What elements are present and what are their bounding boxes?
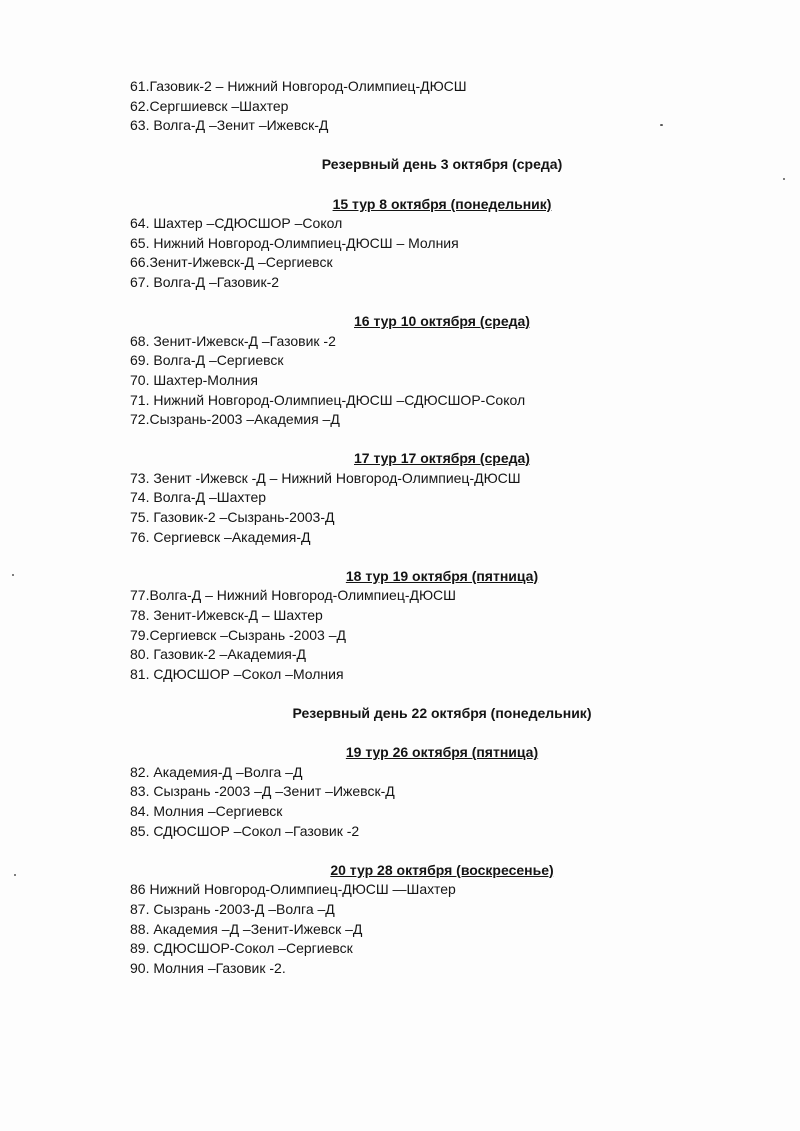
match-item: 84. Молния –Сергиевск [130, 802, 283, 819]
match-item: 75. Газовик-2 –Сызрань-2003-Д [130, 509, 335, 526]
match-item: 65. Нижний Новгород-Олимпиец-ДЮСШ – Молния [130, 234, 459, 251]
round-heading [130, 861, 754, 881]
reserve-day-heading [130, 704, 754, 724]
spacer [130, 430, 770, 450]
schedule-content [130, 77, 770, 978]
match-item: 81. СДЮСШОР –Сокол –Молния [130, 665, 344, 682]
heading-text: 16 тур 10 октября (среда) [354, 313, 530, 330]
spacer [130, 841, 770, 861]
match-item: 87. Сызрань -2003-Д –Волга –Д [130, 900, 335, 917]
match-item: 73. Зенит -Ижевск -Д – Нижний Новгород-Олимпиец-ДЮСШ [130, 469, 521, 486]
round-heading [130, 312, 754, 332]
round-heading [130, 195, 754, 215]
heading-text: 17 тур 17 октября (среда) [354, 450, 530, 467]
match-item: 74. Волга-Д –Шахтер [130, 489, 267, 506]
spacer [130, 293, 770, 313]
heading-text: 20 тур 28 октября (воскресенье) [330, 861, 554, 878]
round-heading [130, 449, 754, 469]
match-item: 68. Зенит-Ижевск-Д –Газовик -2 [130, 332, 336, 349]
match-item: 62.Сергшиевск –Шахтер [130, 97, 289, 114]
match-item: 71. Нижний Новгород-Олимпиец-ДЮСШ –СДЮСШОР-Сокол [130, 391, 526, 408]
match-item: 88. Академия –Д –Зенит-Ижевск –Д [130, 920, 363, 937]
match-item: 76. Сергиевск –Академия-Д [130, 528, 311, 545]
match-item: 61.Газовик-2 – Нижний Новгород-Олимпиец-ДЮСШ [130, 78, 467, 94]
match-item: 78. Зенит-Ижевск-Д – Шахтер [130, 607, 323, 624]
match-item: 85. СДЮСШОР –Сокол –Газовик -2 [130, 822, 360, 839]
match-item: 89. СДЮСШОР-Сокол –Сергиевск [130, 940, 353, 957]
heading-text: 18 тур 19 октября (пятница) [345, 567, 539, 584]
match-item: 67. Волга-Д –Газовик-2 [130, 273, 280, 290]
match-item: 63. Волга-Д –Зенит –Ижевск-Д [130, 117, 329, 134]
match-item: 64. Шахтер –СДЮСШОР –Сокол [130, 215, 343, 232]
match-item: 66.Зенит-Ижевск-Д –Сергиевск [130, 254, 333, 271]
round-heading [130, 567, 754, 587]
match-item: 72.Сызрань-2003 –Академия –Д [130, 411, 340, 428]
match-item: 77.Волга-Д – Нижний Новгород-Олимпиец-ДЮСШ [130, 587, 456, 604]
spacer [130, 724, 770, 744]
match-item: 90. Молния –Газовик -2. [130, 959, 286, 976]
spacer [130, 136, 770, 156]
round-heading [130, 743, 754, 763]
match-item: 83. Сызрань -2003 –Д –Зенит –Ижевск-Д [130, 783, 395, 800]
heading-text: 15 тур 8 октября (понедельник) [332, 195, 552, 212]
match-item: 79.Сергиевск –Сызрань -2003 –Д [130, 626, 346, 643]
spacer [130, 175, 770, 195]
reserve-day-heading [130, 155, 754, 175]
match-item: 69. Волга-Д –Сергиевск [130, 352, 284, 369]
heading-text: Резервный день 3 октября (среда) [321, 156, 563, 173]
match-item: 82. Академия-Д –Волга –Д [130, 763, 303, 780]
scan-speck [12, 574, 14, 576]
match-item: 86 Нижний Новгород-Олимпиец-ДЮСШ —Шахтер [130, 881, 456, 898]
heading-text: Резервный день 22 октября (понедельник) [292, 705, 592, 721]
match-item: 80. Газовик-2 –Академия-Д [130, 646, 307, 663]
heading-text: 19 тур 26 октября (пятница) [345, 744, 539, 761]
spacer [130, 684, 770, 704]
match-item: 70. Шахтер-Молния [130, 371, 258, 388]
scan-speck [660, 124, 663, 126]
scan-speck [14, 874, 16, 876]
spacer [130, 547, 770, 567]
scan-speck [783, 178, 785, 180]
